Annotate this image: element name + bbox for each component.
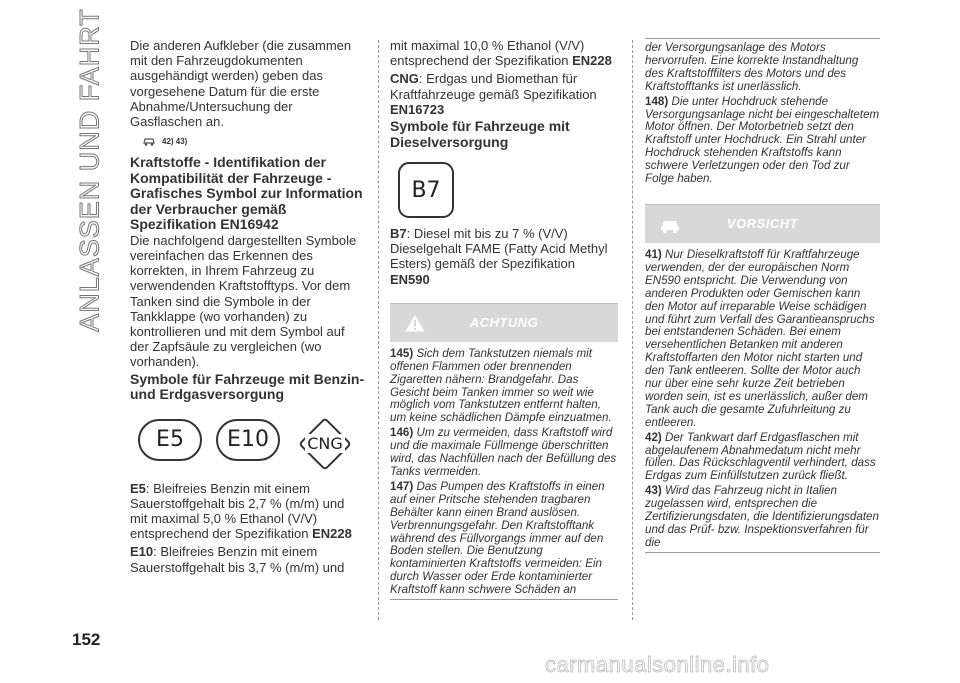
car-service-icon bbox=[142, 135, 156, 147]
caution-header bbox=[645, 205, 880, 243]
b7-description bbox=[390, 226, 618, 287]
caution-number: 43) bbox=[645, 484, 662, 498]
warning-number: 145) bbox=[390, 346, 414, 360]
e5-fuel-icon: E5 bbox=[138, 419, 202, 461]
warning-header bbox=[390, 304, 618, 342]
caution-title: VORSICHT bbox=[726, 216, 799, 232]
e10-text: : Bleifreies Benzin mit einem Sauerstoffgehalt bis 3,7 % (m/m) und bbox=[130, 544, 345, 575]
b7-fuel-icon: B7 bbox=[398, 162, 454, 218]
box-bottom-rule bbox=[390, 599, 618, 600]
watermark: carmanualsonline.info bbox=[545, 652, 770, 677]
intro-paragraph: Die anderen Aufkleber (die zusammen mit den Fahrzeugdokumenten ausgehändigt werden) geben das vorgesehene Datum für die erste Abnahme/Untersuchung der Gasflaschen an. bbox=[130, 38, 352, 130]
warning-continuation bbox=[645, 42, 880, 186]
column-divider bbox=[632, 40, 633, 620]
warning-item-147 bbox=[390, 481, 618, 597]
cng-fuel-icon bbox=[300, 419, 350, 469]
e10-standard: EN228 bbox=[572, 53, 612, 69]
reference-numbers: 42) 43) bbox=[162, 136, 188, 146]
e5-label: E5 bbox=[130, 480, 146, 496]
e5-description bbox=[130, 481, 365, 542]
e10-description bbox=[130, 544, 365, 574]
caution-item-42 bbox=[645, 432, 880, 484]
chapter-title: ANLASSEN UND FAHRT bbox=[74, 8, 105, 332]
reference-marker bbox=[142, 135, 365, 147]
e10-fuel-icon: E10 bbox=[216, 419, 280, 461]
e5-standard: EN228 bbox=[312, 526, 352, 542]
caution-text: Wird das Fahrzeug nicht in Italien zugelassen wird, entsprechen die Zertifizierungsdaten, die Identifizierungsdaten und das Prüf- bzw. Inspektionsverfahren für die bbox=[645, 484, 879, 549]
warning-text: Das Pumpen des Kraftstoffs in einen auf einer Pritsche stehenden tragbaren Behälter kann einen Brand auslösen. Verbrennungsgefahr. Den Kraftstofftank während des Füllvorgangs immer auf den Boden stellen. Die Benutzung kontaminierten Kraftstoffs vermeiden: Ein durch Wasser oder Erde kontaminierter Kraftstoff kann schwere Schäden an bbox=[390, 479, 605, 597]
e10-label: E10 bbox=[130, 544, 154, 560]
warning-body bbox=[390, 342, 618, 597]
caution-item-43 bbox=[645, 485, 880, 550]
section-heading-petrol-cng: Symbole für Fahrzeuge mit Benzin- und Erdgasversorgung bbox=[130, 370, 365, 403]
b7-symbol-wrap bbox=[398, 162, 618, 218]
e5-text: : Bleifreies Benzin mit einem Sauerstoffgehalt bis 2,7 % (m/m) und mit maximal 5,0 % Ethanol (V/V) entsprechend der Spezifikation bbox=[130, 480, 345, 542]
section-heading-fuel-identification: Kraftstoffe - Identifikation der Kompatibilität der Fahrzeuge - Grafisches Symbol zur Information der Verbraucher gemäß Spezifikation EN16942 bbox=[130, 154, 363, 233]
b7-label: B7 bbox=[390, 226, 407, 242]
fuel-symbols-paragraph: Die nachfolgend dargestellten Symbole vereinfachen das Erkennen des korrekten, in Ihrem Fahrzeug zu verwendenden Kraftstofftyps. Vor dem Tanken sind die Symbole in der Tankklappe (wo vorhanden) zu kontrollieren und mit dem Symbol auf der Zapfsäule zu vergleichen (wo vorhanden). bbox=[130, 232, 357, 370]
fuel-symbol-row bbox=[138, 419, 365, 469]
warning-triangle-icon bbox=[404, 313, 426, 333]
car-caution-icon bbox=[659, 214, 681, 234]
column-3 bbox=[645, 38, 880, 553]
column-1 bbox=[130, 38, 365, 575]
caution-text: Der Tankwart darf Erdgasflaschen mit abgelaufenem Abnahmedatum nicht mehr füllen. Das Rückschlagventil verhindert, dass Erdgas zum Einfüllstutzen zurück fließt. bbox=[645, 430, 876, 483]
caution-number: 41) bbox=[645, 247, 662, 261]
column-2 bbox=[390, 38, 618, 600]
warning-number: 147) bbox=[390, 479, 414, 493]
caution-box bbox=[645, 204, 880, 550]
caution-body bbox=[645, 243, 880, 550]
caution-item-41 bbox=[645, 249, 880, 430]
warning-text: Die unter Hochdruck stehende Versorgungsanlage nicht bei eingeschaltetem Motor öffnen. Der Motorbetrieb setzt den Kraftstoff unter Hochdruck. Ein Strahl unter Hochdruck stehenden Kraftstoffs kann schwere Verletzungen oder den Tod zur Folge haben. bbox=[645, 94, 880, 186]
section-heading-diesel: Symbole für Fahrzeuge mit Dieselversorgung bbox=[390, 118, 570, 150]
warning-item-148 bbox=[645, 96, 880, 186]
e10-continuation bbox=[390, 38, 618, 68]
box-top-rule bbox=[645, 38, 880, 39]
page-number: 152 bbox=[72, 630, 101, 649]
cng-standard: EN16723 bbox=[390, 101, 445, 117]
warning-item-146 bbox=[390, 427, 618, 479]
chapter-sidebar bbox=[70, 8, 110, 332]
warning-title: ACHTUNG bbox=[469, 315, 539, 331]
b7-text: : Diesel mit bis zu 7 % (V/V) Dieselgehalt FAME (Fatty Acid Methyl Esters) gemäß der Spezifikation bbox=[390, 226, 608, 272]
warning-continuation-text: der Versorgungsanlage des Motors hervorrufen. Eine korrekte Instandhaltung des Kraftstofffilters des Motors und des Kraftstofftanks ist unerlässlich. bbox=[645, 41, 859, 93]
warning-box bbox=[390, 303, 618, 597]
e10-continuation-text: mit maximal 10,0 % Ethanol (V/V) entsprechend der Spezifikation bbox=[390, 38, 585, 69]
caution-text: Nur Dieselkraftstoff für Kraftfahrzeuge verwenden, der der europäischen Norm EN590 entspricht. Die Verwendung von anderen Produkten oder Gemischen kann den Motor auf irreparable Weise schädigen und führt zum Verfall des Garantieanspruchs bei entstandenen Schäden. Bei einem versehentlichen Betanken mit anderen Kraftstoffarten den Motor nicht starten und den Tank entleeren. Sollte der Motor auch nur über eine sehr kurze Zeit betrieben worden sein, ist es unerlässlich, außer dem Tank auch die gesamte Zufuhrleitung zu entleeren. bbox=[645, 247, 875, 429]
cng-description bbox=[390, 71, 618, 117]
warning-number: 148) bbox=[645, 94, 669, 108]
column-divider bbox=[378, 40, 379, 620]
warning-text: Um zu vermeiden, dass Kraftstoff wird und die maximale Füllmenge überschritten wird, das Nachfüllen nach der Befüllung des Tanks vermeiden. bbox=[390, 426, 617, 478]
warning-number: 146) bbox=[390, 426, 414, 440]
b7-standard: EN590 bbox=[390, 271, 430, 287]
warning-item-145 bbox=[390, 348, 618, 425]
caution-number: 42) bbox=[645, 430, 662, 444]
warning-text: Sich dem Tankstutzen niemals mit offenen Flammen oder brennenden Zigaretten nähern: Brandgefahr. Das Gesicht beim Tanken immer so weit wie möglich vom Tankstutzen entfernt halten, um keine schädlichen Dämpfe einzuatmen. bbox=[390, 346, 612, 425]
cng-icon-label: CNG bbox=[307, 434, 343, 454]
cng-label: CNG bbox=[390, 71, 419, 87]
cng-text: : Erdgas und Biomethan für Kraftfahrzeuge gemäß Spezifikation bbox=[390, 71, 597, 102]
box-bottom-rule bbox=[645, 552, 880, 553]
